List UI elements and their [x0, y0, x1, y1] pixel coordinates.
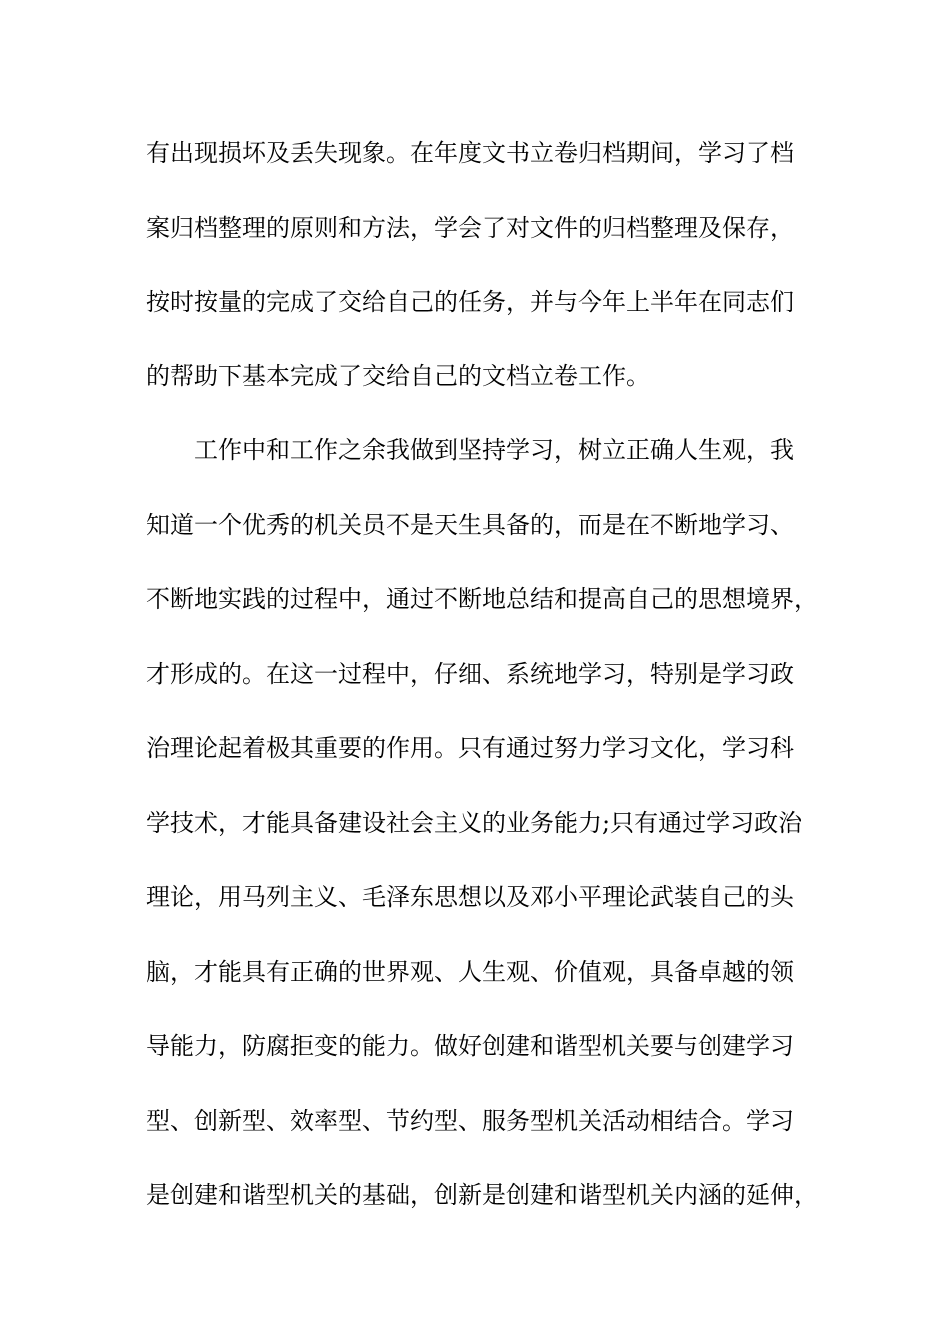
text-line-7: 不断地实践的过程中，通过不断地总结和提高自己的思想境界， — [146, 585, 818, 613]
text-line-11: 理论，用马列主义、毛泽东思想以及邓小平理论武装自己的头 — [146, 883, 794, 911]
text-line-4: 的帮助下基本完成了交给自己的文档立卷工作。 — [146, 362, 650, 390]
text-line-10: 学技术，才能具备建设社会主义的业务能力;只有通过学习政治 — [146, 809, 803, 837]
text-line-9: 治理论起着极其重要的作用。只有通过努力学习文化，学习科 — [146, 734, 794, 762]
text-line-6: 知道一个优秀的机关员不是天生具备的，而是在不断地学习、 — [146, 511, 794, 539]
text-line-2: 案归档整理的原则和方法，学会了对文件的归档整理及保存， — [146, 214, 794, 242]
text-line-5: 工作中和工作之余我做到坚持学习，树立正确人生观，我 — [194, 436, 794, 464]
text-line-13: 导能力，防腐拒变的能力。做好创建和谐型机关要与创建学习 — [146, 1032, 794, 1060]
text-line-14: 型、创新型、效率型、节约型、服务型机关活动相结合。学习 — [146, 1107, 794, 1135]
text-line-12: 脑，才能具有正确的世界观、人生观、价值观，具备卓越的领 — [146, 958, 794, 986]
text-line-15: 是创建和谐型机关的基础，创新是创建和谐型机关内涵的延伸， — [146, 1181, 818, 1209]
text-line-8: 才形成的。在这一过程中，仔细、系统地学习，特别是学习政 — [146, 660, 794, 688]
text-line-3: 按时按量的完成了交给自己的任务，并与今年上半年在同志们 — [146, 288, 794, 316]
text-line-1: 有出现损坏及丢失现象。在年度文书立卷归档期间，学习了档 — [146, 139, 794, 167]
